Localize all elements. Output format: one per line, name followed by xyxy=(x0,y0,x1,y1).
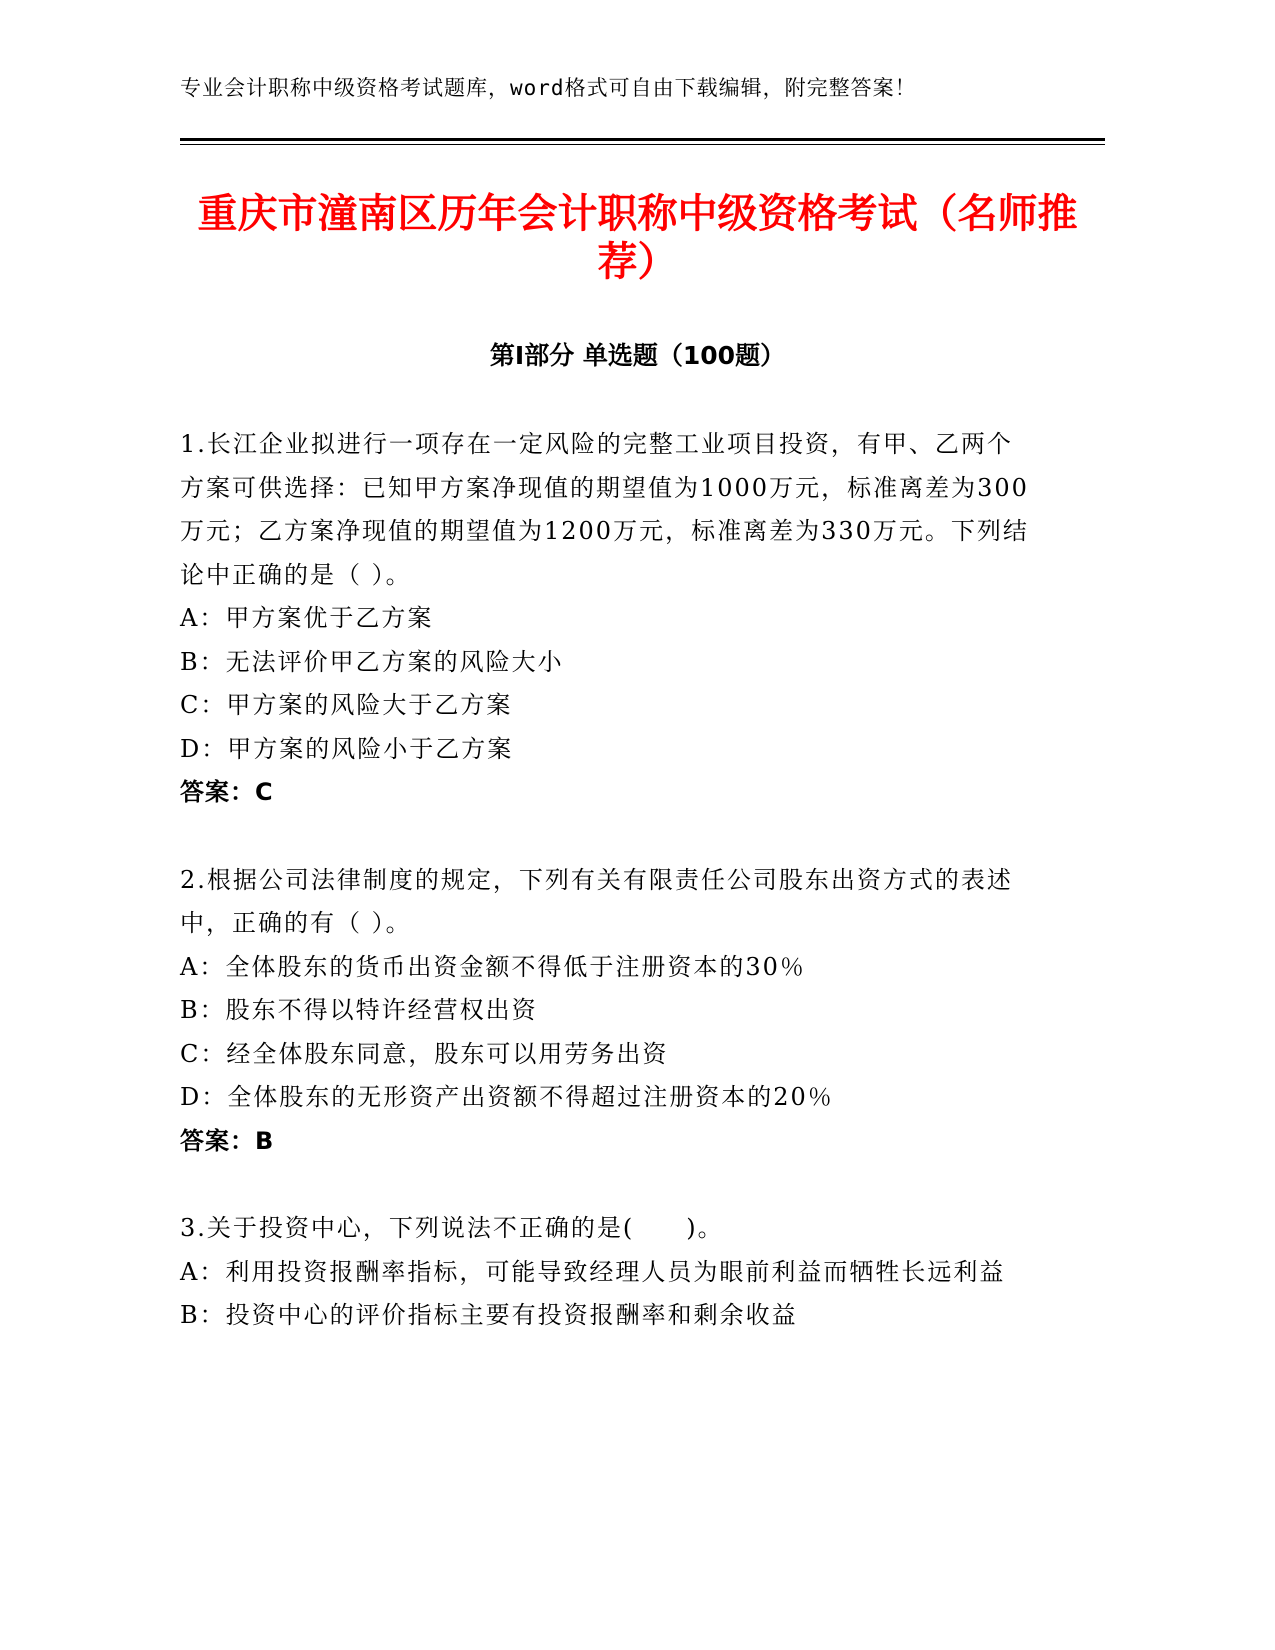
question-answer: 答案：C xyxy=(180,778,274,806)
option-d: D：甲方案的风险小于乙方案 xyxy=(180,734,514,763)
header-note: 专业会计职称中级资格考试题库，word格式可自由下载编辑，附完整答案！ xyxy=(180,76,917,100)
option-a: A：全体股东的货币出资金额不得低于注册资本的30％ xyxy=(180,952,806,981)
option-a: A：利用投资报酬率指标，可能导致经理人员为眼前利益而牺牲长远利益 xyxy=(180,1257,1006,1286)
section-title: 第Ⅰ部分 单选题（100题） xyxy=(489,341,786,370)
header-rule-thin xyxy=(180,144,1105,145)
question-stem: 1.长江企业拟进行一项存在一定风险的完整工业项目投资，有甲、乙两个方案可供选择：已知甲方案净现值的期望值为1000万元，标准离差为300万元；乙方案净现值的期望值为1200万元，标准离差为330万元。下列结论中正确的是（ ）。 xyxy=(180,430,1029,589)
option-b: B：无法评价甲乙方案的风险大小 xyxy=(180,647,564,676)
header-rule-thick xyxy=(180,138,1105,141)
question-list xyxy=(180,423,1030,1382)
option-c: C：经全体股东同意，股东可以用劳务出资 xyxy=(180,1039,669,1068)
question-answer: 答案：B xyxy=(180,1126,275,1155)
option-a: A：甲方案优于乙方案 xyxy=(180,604,434,632)
question-2 xyxy=(180,859,1030,1164)
question-1 xyxy=(180,423,1030,815)
option-d: D：全体股东的无形资产出资额不得超过注册资本的20％ xyxy=(180,1083,834,1111)
document-title: 重庆市潼南区历年会计职称中级资格考试（名师推荐） xyxy=(197,191,1078,285)
question-stem: 2.根据公司法律制度的规定，下列有关有限责任公司股东出资方式的表述中，正确的有（ ）。 xyxy=(180,865,1013,937)
option-b: B：投资中心的评价指标主要有投资报酬率和剩余收益 xyxy=(180,1301,798,1329)
question-stem: 3.关于投资中心，下列说法不正确的是( )。 xyxy=(180,1214,724,1242)
option-b: B：股东不得以特许经营权出资 xyxy=(180,996,538,1024)
question-3 xyxy=(180,1207,1030,1338)
option-c: C：甲方案的风险大于乙方案 xyxy=(180,691,513,719)
